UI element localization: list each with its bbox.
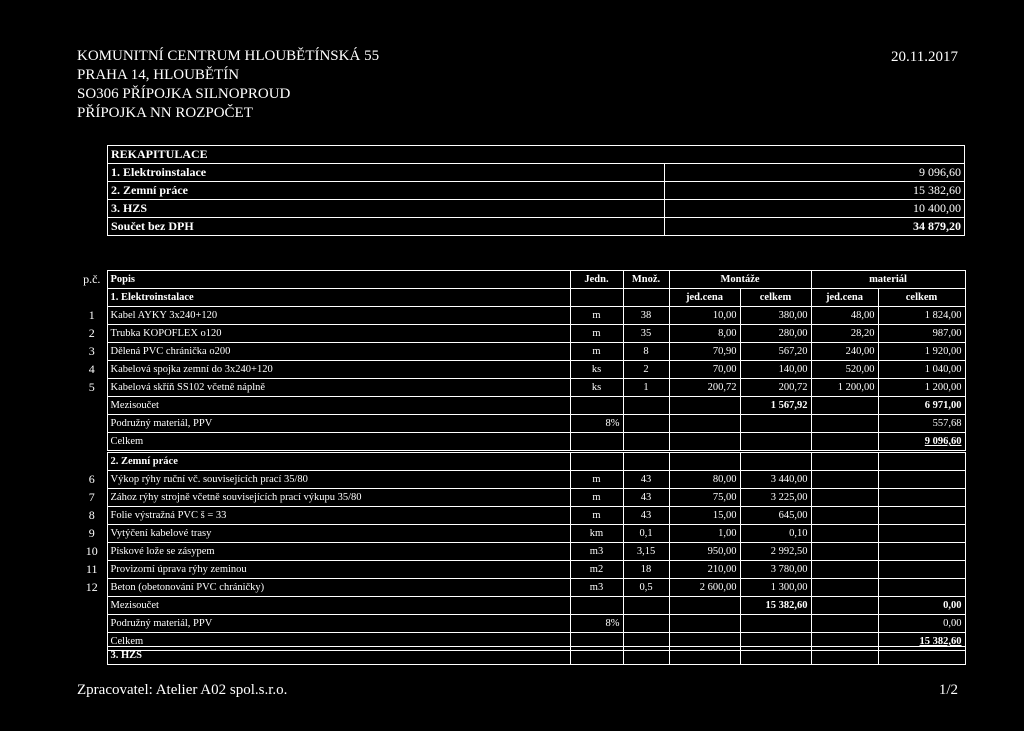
section-title-row xyxy=(77,289,965,307)
recap-total: Součet bez DPH 34 879,20 xyxy=(108,218,965,236)
table-row: 7 Zához rýhy strojně včetně souvisejících prací výkupu 35/80 m 43 75,00 3 225,00 xyxy=(77,489,965,507)
budget-table-section-2 xyxy=(77,452,966,651)
recap-title: REKAPITULACE xyxy=(108,146,965,164)
table-row: 5 Kabelová skříň SS102 včetně náplně ks 1 200,72 200,72 1 200,00 1 200,00 xyxy=(77,379,965,397)
ppv-row: Podružný materiál, PPV 8% 557,68 xyxy=(77,415,965,433)
total-row: Celkem 9 096,60 xyxy=(77,433,965,451)
table-row: 3 Dělená PVC chránička o200 m 8 70,90 567,20 240,00 1 920,00 xyxy=(77,343,965,361)
section-title: 3. HZS xyxy=(107,647,570,665)
col-pc: p.č. xyxy=(77,271,107,289)
recap-table xyxy=(107,145,965,236)
col-material: materiál xyxy=(811,271,965,289)
column-header-row xyxy=(77,271,965,289)
ppv-row: Podružný materiál, PPV 8% 0,00 xyxy=(77,615,965,633)
budget-table-section-3 xyxy=(77,646,966,665)
header-line-2: PRAHA 14, HLOUBĚTÍN xyxy=(77,67,240,83)
table-row: 10 Pískové lože se zásypem m3 3,15 950,00 2 992,50 xyxy=(77,543,965,561)
recap-row: 3. HZS 10 400,00 xyxy=(108,200,965,218)
header-line-1: KOMUNITNÍ CENTRUM HLOUBĚTÍNSKÁ 55 xyxy=(77,48,380,64)
subtotal-row: Mezisoučet 1 567,92 6 971,00 xyxy=(77,397,965,415)
col-mont-jedcena: jed.cena xyxy=(669,289,740,307)
table-row: 9 Vytýčení kabelové trasy km 0,1 1,00 0,10 xyxy=(77,525,965,543)
col-mat-celkem: celkem xyxy=(878,289,965,307)
total-row: Celkem 15 382,60 xyxy=(77,633,965,651)
section-title: 1. Elektroinstalace xyxy=(107,289,570,307)
col-mont-celkem: celkem xyxy=(740,289,811,307)
table-row: 4 Kabelová spojka zemní do 3x240+120 ks 2 70,00 140,00 520,00 1 040,00 xyxy=(77,361,965,379)
table-row: 1 Kabel AYKY 3x240+120 m 38 10,00 380,00 48,00 1 824,00 xyxy=(77,307,965,325)
header-line-4: PŘÍPOJKA NN ROZPOČET xyxy=(77,105,253,121)
document-header xyxy=(77,47,379,123)
table-row: 2 Trubka KOPOFLEX o120 m 35 8,00 280,00 28,20 987,00 xyxy=(77,325,965,343)
section-title: 2. Zemní práce xyxy=(107,453,570,471)
subtotal-row: Mezisoučet 15 382,60 0,00 xyxy=(77,597,965,615)
col-jedn: Jedn. xyxy=(570,271,623,289)
table-row: 12 Beton (obetonování PVC chráničky) m3 0,5 2 600,00 1 300,00 xyxy=(77,579,965,597)
table-row: 8 Folie výstražná PVC š = 33 m 43 15,00 645,00 xyxy=(77,507,965,525)
col-montaze: Montáže xyxy=(669,271,811,289)
table-row: 11 Provizorní úprava rýhy zeminou m2 18 210,00 3 780,00 xyxy=(77,561,965,579)
col-mat-jedcena: jed.cena xyxy=(811,289,878,307)
footer-author: Zpracovatel: Atelier A02 spol.s.r.o. xyxy=(77,682,288,698)
table-row: 6 Výkop rýhy ruční vč. souvisejících prací 35/80 m 43 80,00 3 440,00 xyxy=(77,471,965,489)
col-popis: Popis xyxy=(107,271,570,289)
section-title-row xyxy=(77,647,965,665)
section-title-row xyxy=(77,453,965,471)
document-date: 20.11.2017 xyxy=(891,49,958,65)
page-number: 1/2 xyxy=(938,682,958,698)
header-line-3: SO306 PŘÍPOJKA SILNOPROUD xyxy=(77,86,291,102)
budget-table-section-1 xyxy=(77,270,966,451)
recap-row: 2. Zemní práce 15 382,60 xyxy=(108,182,965,200)
col-mnoz: Množ. xyxy=(623,271,669,289)
recap-row: 1. Elektroinstalace 9 096,60 xyxy=(108,164,965,182)
